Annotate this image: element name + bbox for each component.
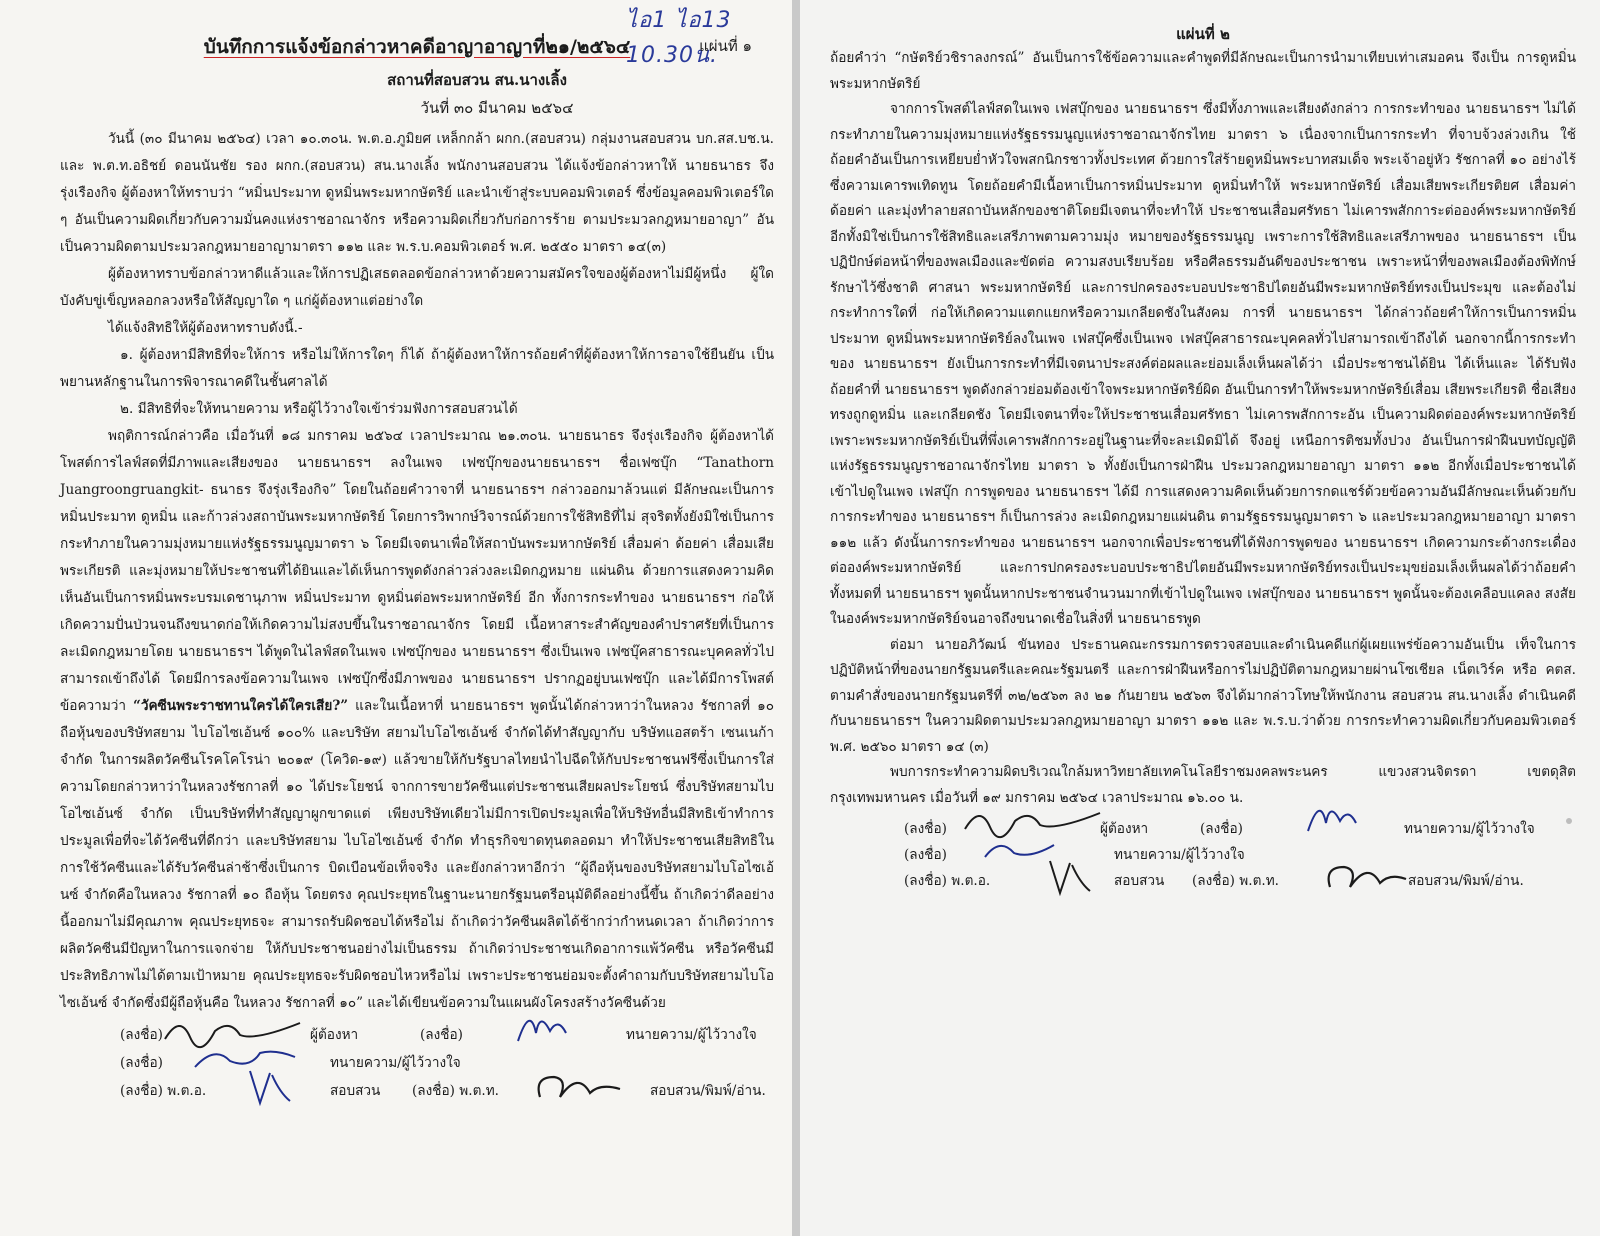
sig-role-typist: สอบสวน/พิมพ์/อ่าน. bbox=[1408, 873, 1524, 889]
paragraph-continuation: ถ้อยคำว่า “กษัตริย์วชิราลงกรณ์” อันเป็นการใช้ข้อความและคำพูดที่มีลักษณะเป็นการนำมาเทียบเท่าเสมอคน จึงเป็น การดูหมิ่นพระมหากษัตริย์ bbox=[830, 50, 1576, 92]
page-gutter bbox=[792, 0, 800, 1236]
sig-role-lawyer: ทนายความ/ผู้ไว้วางใจ bbox=[330, 1055, 461, 1071]
document-page-2 bbox=[800, 0, 1600, 1236]
signature-block-page-2 bbox=[830, 813, 1576, 913]
paragraph-notice: วันนี้ (๓๐ มีนาคม ๒๕๖๔) เวลา ๑๐.๓๐น. พ.ต.อ.ภูมิยศ เหล็กกล้า ผกก.(สอบสวน) กลุ่มงานสอบสวน บก.สส.บช.น. และ พ.ต.ท.อธิชย์ ดอนนันชัย รอง ผกก.(สอบสวน) สน.นางเลิ้ง พนักงานสอบสวน ได้แจ้งข้อกล่าวหาให้ นายธนาธร จึงรุ่งเรืองกิจ ผู้ต้องหาให้ทราบว่า “หมิ่นประมาท ดูหมิ่นพระมหากษัตริย์ และนำเข้าสู่ระบบคอมพิวเตอร์ ซึ่งข้อมูลคอมพิวเตอร์ใด ๆ อันเป็นความผิดเกี่ยวกับความมั่นคงแห่งราชอาณาจักร หรือความผิดเกี่ยวกับก่อการร้าย ตามประมวลกฎหมายอาญา” อันเป็นความผิดตามประมวลกฎหมายอาญามาตรา ๑๑๒ และ พ.ร.บ.คอมพิวเตอร์ พ.ศ. ๒๕๕๐ มาตรา ๑๔(๓) bbox=[60, 131, 774, 255]
sig-label: (ลงชื่อ) bbox=[904, 847, 947, 863]
sig-label: (ลงชื่อ) bbox=[1200, 821, 1243, 837]
sheet-number: แผ่นที่ ๑ bbox=[699, 37, 752, 55]
paragraph-complaint: ต่อมา นายอภิวัฒน์ ขันทอง ประธานคณะกรรมการตรวจสอบและดำเนินคดีแก่ผู้เผยแพร่ข้อความอันเป็น เท็จในการปฏิบัติหน้าที่ของนายกรัฐมนตรีและคณะรัฐมนตรี และการฝ่าฝืนหรือการไม่ปฏิบัติตามกฎหมายผ่านโซเชียล เน็ตเวิร์ค หรือ คตส. ตามคำสั่งของนายกรัฐมนตรีที่ ๓๒/๒๕๖๓ ลง ๒๑ กันยายน ๒๕๖๓ จึงได้มากล่าวโทษให้พนักงาน สอบสวน สน.นางเลิ้ง ดำเนินคดีกับนายธนาธรฯ ในความผิดตามประมวลกฎหมายอาญา มาตรา ๑๑๒ และ พ.ร.บ.ว่าด้วย การกระทำความผิดเกี่ยวกับคอมพิวเตอร์ พ.ศ. ๒๕๖๐ มาตรา ๑๔ (๓) bbox=[830, 636, 1576, 755]
document-page-1 bbox=[0, 0, 792, 1236]
sig-role-investigator: สอบสวน bbox=[1114, 873, 1165, 889]
handwritten-note: ไอ1 ไอ13 10.30น. bbox=[626, 8, 732, 68]
signature-lawyer bbox=[1300, 793, 1360, 839]
sig-label: (ลงชื่อ) bbox=[904, 821, 947, 837]
signature-block-page-1 bbox=[60, 1017, 774, 1107]
sig-label: (ลงชื่อ) bbox=[120, 1027, 163, 1043]
sig-label: (ลงชื่อ) พ.ต.อ. bbox=[904, 873, 991, 889]
sig-label: (ลงชื่อ) bbox=[120, 1055, 163, 1071]
sheet-number: แผ่นที่ ๒ bbox=[1176, 25, 1230, 43]
sig-role-typist: สอบสวน/พิมพ์/อ่าน. bbox=[650, 1083, 766, 1099]
sig-label: (ลงชื่อ) พ.ต.อ. bbox=[120, 1083, 207, 1099]
incident-text-a: พฤติการณ์กล่าวคือ เมื่อวันที่ ๑๘ มกราคม ๒๕๖๔ เวลาประมาณ ๒๑.๓๐น. นายธนาธร จึงรุ่งเรืองกิจ ผู้ต้องหาได้โพสต์การไลฟ์สดที่มีภาพและเสียงของ นายธนาธรฯ ลงในเพจ เฟซบุ๊กของนายธนาธรฯ ชื่อเฟซบุ๊ก “Tanathorn Juangroongruangkit- ธนาธร จึงรุ่งเรืองกิจ” โดยในถ้อยคำวาจาที่ นายธนาธรฯ กล่าวออกมาล้วนแต่ มีลักษณะเป็นการหมิ่นประมาท ดูหมิ่น และก้าวล่วงสถาบันพระมหากษัตริย์ โดยการวิพากษ์วิจารณ์ด้วยการใช้สิทธิที่ไม่ สุจริตทั้งยังมิใช่เป็นการกระทำภายในความมุ่งหมายแห่งรัฐธรรมนูญมาตรา ๖ โดยมีเจตนาเพื่อให้สถาบันพระมหากษัตริย์ เสื่อมค่า ด้อยค่า เสื่อมเสียพระเกียรติ และมุ่งหมายให้ประชาชนที่ได้ยินและได้เห็นการพูดดังกล่าวล่วงละเมิดกฎหมาย แผ่นดิน ด้วยการแสดงความคิดเห็นอันเป็นการหมิ่นพระบรมเดชานุภาพ หมิ่นประมาท ดูหมิ่นต่อพระมหากษัตริย์ อีก ทั้งการกระทำของ นายธนาธรฯ ก่อให้เกิดความปั่นป่วนจนถึงขนาดก่อให้เกิดความไม่สงบขึ้นในราชอาณาจักร โดยมี เนื้อหาสาระสำคัญของคำปราศรัยที่เป็นการละเมิดกฎหมายโดย นายธนาธรฯ ได้พูดในไลฟ์สดในเพจ เฟซบุ๊กของ นายธนาธรฯ ซึ่งเป็นเพจ เฟซบุ๊คสาธารณะบุคคลทั่วไปสามารถเข้าถึงได้ โดยมีการลงข้อความในเพจ เฟซบุ๊กซึ่งมีภาพของ นายธนาธรฯ ปรากฏอยู่บนเฟซบุ๊ก และได้มีการโพสต์ข้อความว่า bbox=[60, 428, 774, 714]
paragraph-denial: ผู้ต้องหาทราบข้อกล่าวหาดีแล้วและให้การปฏิเสธตลอดข้อกล่าวหาด้วยความสมัครใจของผู้ต้องหาไม่มีผู้หนึ่ง ผู้ใดบังคับขู่เข็ญหลอกลวงหรือให้สัญญาใด ๆ แก่ผู้ต้องหาแต่อย่างใด bbox=[60, 266, 774, 309]
paragraph-right-2: ๒. มีสิทธิที่จะให้ทนายความ หรือผู้ไว้วางใจเข้าร่วมฟังการสอบสวนได้ bbox=[120, 401, 518, 417]
signature-typist bbox=[1320, 853, 1410, 897]
sig-label: (ลงชื่อ) พ.ต.ท. bbox=[412, 1083, 499, 1099]
paragraph-analysis: จากการโพสต์ไลฟ์สดในเพจ เฟสบุ๊กของ นายธนาธรฯ ซึ่งมีทั้งภาพและเสียงดังกล่าว การกระทำของ นายธนาธรฯ ไม่ได้กระทำภายในความมุ่งหมายแห่งรัฐธรรมนูญแห่งราชอาณาจักรไทย มาตรา ๖ เนื่องจากเป็นการกระทำ ที่จาบจ้วงล่วงเกิน ใช้ถ้อยคำอันเป็นการเหยียบย่ำหัวใจพสกนิกรชาวทั้งประเทศ ด้วยการใส่ร้ายดูหมิ่นพระบาทสมเด็จ พระเจ้าอยู่หัว รัชกาลที่ ๑๐ อย่างไร้ซึ่งความเคารพเทิดทูน โดยถ้อยคำมีเนื้อหาเป็นการหมิ่นประมาท ดูหมิ่นทำให้ พระมหากษัตริย์ เสื่อมเสียพระเกียรติยศ เสื่อมค่า ด้อยค่า และมุ่งทำลายสถาบันหลักของชาติโดยมีเจตนาที่จะทำให้ ประชาชนเสื่อมศรัทธา ไม่เคารพสักการะต่อองค์พระมหากษัตริย์ อีกทั้งมิใช่เป็นการใช้สิทธิและเสรีภาพตามความมุ่ง หมายของรัฐธรรมนูญ เพราะการใช้สิทธิและเสรีภาพของ นายธนาธรฯ เป็นปฏิปักษ์ต่อหน้าที่ของพลเมืองและขัดต่อ ความสงบเรียบร้อย หรือศีลธรรมอันดีของประชาชน เพราะหน้าที่ของพลเมืองต้องพิทักษ์รักษาไว้ซึ่งชาติ ศาสนา พระมหากษัตริย์ และการปกครองระบอบประชาธิปไตยอันมีพระมหากษัตริย์ทรงเป็นประมุข และต้องไม่กระทำการใดที่ ก่อให้เกิดความแตกแยกหรือความเกลียดชังในสังคม การที่ นายธนาธรฯ ได้กล่าวถ้อยคำให้การเป็นการหมิ่นประมาท ดูหมิ่นพระมหากษัตริย์ลงในเพจ เฟสบุ๊คซึ่งเป็นเพจ เฟสบุ๊คสาธารณะบุคคลทั่วไปสามารถเข้าถึงได้ นอกจากนี้การกระทำ ของ นายธนาธรฯ ยังเป็นการกระทำที่มีเจตนาประสงค์ต่อผลและย่อมเล็งเห็นผลได้ว่า เมื่อประชาชนได้ยิน ได้เห็นและ ได้รับฟังถ้อยคำที่ นายธนาธรฯ พูดดังกล่าวย่อมต้องเข้าใจพระมหากษัตริย์ผิด อันเป็นการทำให้พระมหากษัตริย์เสื่อม เสียพระเกียรติ ชื่อเสียง ทรงถูกดูหมิ่น และเกลียดชัง โดยมีเจตนาที่จะให้ประชาชนเสื่อมศรัทธา ไม่เคารพสักการะอัน เป็นความผิดต่อองค์พระมหากษัตริย์ เพราะพระมหากษัตริย์เป็นที่พึ่งเคารพสักการะอยู่ในฐานะที่จะละเมิดมิได้ จึงอยู่ เหนือการติชมทั้งปวง อันเป็นการฝ่าฝืนบทบัญญัติแห่งรัฐธรรมนูญราชอาณาจักรไทย มาตรา ๖ ทั้งยังเป็นการฝ่าฝืน ประมวลกฎหมายอาญา มาตรา ๑๑๒ อีกทั้งเมื่อประชาชนได้เข้าไปดูในเพจ เฟสบุ๊ก การพูดของ นายธนาธรฯ ได้มี การแสดงความคิดเห็นด้วยการกดแชร์ด้วยข้อความอันมีลักษณะเห็นด้วยกับการกระทำของ นายธนาธรฯ ก็เป็นการล่วง ละเมิดกฎหมายแผ่นดิน ตามรัฐธรรมนูญมาตรา ๖ และประมวลกฎหมายอาญา มาตรา ๑๑๒ แล้ว ดังนั้นการกระทำของ นายธนาธรฯ นอกจากเพื่อประชาชนที่ได้ฟังการพูดของ นายธนาธรฯ เกิดความกระด้างกระเดื่องต่อองค์พระมหากษัตริย์ และการปกครองระบอบประชาธิปไตยอันมีพระมหากษัตริย์ทรงเป็นประมุขย่อมเล็งเห็นผลได้ว่าถ้อยคำทั้งหมดที่ นายธนาธรฯ พูดนั้นหากประชาชนจำนวนมากที่เข้าไปดูในเพจ เฟสบุ๊กของ นายธนาธรฯ พูดนั้นจะต้องเคลือบแคลง สงสัยในองค์พระมหากษัตริย์จนอาจถึงขนาดเชื่อในสิ่งที่ นายธนาธรพูด bbox=[830, 101, 1576, 627]
sig-role-lawyer: ทนายความ/ผู้ไว้วางใจ bbox=[1404, 821, 1535, 837]
sig-role-suspect: ผู้ต้องหา bbox=[310, 1027, 359, 1043]
sig-label: (ลงชื่อ) bbox=[420, 1027, 463, 1043]
punch-hole bbox=[1566, 818, 1572, 824]
signature-lawyer bbox=[510, 1003, 570, 1049]
title-text: บันทึกการแจ้งข้อกล่าวหาคดีอาญาอาญาที่๒๑/๒๕๖๔ bbox=[203, 36, 631, 58]
signature-investigator bbox=[240, 1063, 300, 1107]
incident-text-b: และในเนื้อหาที่ นายธนาธรฯ พูดนั้นได้กล่าวหาว่าในหลวง รัชกาลที่ ๑๐ ถือหุ้นของบริษัทสยาม ไบโอไซเอ้นซ์ ๑๐๐% และบริษัท สยามไบโอไซเอ้นซ์ จำกัดได้ทำสัญญากับ บริษัทแอสตร้า เซนเนก้า จำกัด ในการผลิตวัคซีนโรคโคโรน่า ๒๐๑๙ (โควิด-๑๙) แล้วขายให้กับรัฐบาลไทยนำไปฉีดให้กับประชาชนฟรีซึ่งเป็นการใส่ความโดยกล่าวหาว่าในหลวงรัชกาลที่ ๑๐ ได้ประโยชน์ จากการขายวัคซีนแต่ประชาชนเสียผลประโยชน์ ซึ่งบริษัทสยามไบโอไซเอ้นซ์ จำกัด เป็นบริษัทที่ทำสัญญาผูกขาดแต่ เพียงบริษัทเดียวไม่มีการเปิดประมูลเพื่อให้บริษัทอื่นมีสิทธิเข้าทำการประมูลเพื่อที่จะได้วัคซีนที่ดีกว่า และบริษัทสยาม ไบโอไซเอ้นซ์ จำกัด ทำธุรกิจขาดทุนตลอดมา ทำให้ประชาชนเสียสิทธิในการใช้วัคซีนและได้รับวัคซีนล่าช้าซึ่งเป็นการ บิดเบือนข้อเท็จจริง และยังกล่าวหาอีกว่า “ผู้ถือหุ้นของบริษัทสยามไบโอไซเอ้นซ์ จำกัดคือในหลวง รัชกาลที่ ๑๐ ถือหุ้น โดยตรง คุณประยุทธในฐานะนายกรัฐมนตรีอนุมัติดีลอย่างนี้ขึ้น ถ้าเกิดว่าดีลอย่างนี้ออกมาไม่มีคุณภาพ คุณประยุทธจะ สามารถรับผิดชอบได้หรือไม่ ถ้าเกิดว่าวัคซีนผลิตได้ช้ากว่ากำหนดเวลา ถ้าเกิดว่าการผลิตวัคซีนมีปัญหาในการแจกจ่าย ให้กับประชาชนอย่างไม่เป็นธรรม ถ้าเกิดว่าประชาชนเกิดอาการแพ้วัคซีน หรือวัคซีนมีประสิทธิภาพไม่ได้ตามเป้าหมาย คุณประยุทธจะรับผิดชอบไหวหรือไม่ เพราะประชาชนย่อมจะตั้งคำถามกับบริษัทสยามไบโอไซเอ้นซ์ จำกัดซึ่งมีผู้ถือหุ้นคือ ในหลวง รัชกาลที่ ๑๐” และได้เขียนข้อความในแผนผังโครงสร้างวัคซีนด้วย bbox=[60, 698, 774, 1011]
sig-role-lawyer: ทนายความ/ผู้ไว้วางใจ bbox=[1114, 847, 1245, 863]
document-date: วันที่ ๓๐ มีนาคม ๒๕๖๔ bbox=[420, 99, 574, 117]
sig-role-lawyer: ทนายความ/ผู้ไว้วางใจ bbox=[626, 1027, 757, 1043]
document-title bbox=[60, 32, 774, 62]
signature-investigator bbox=[1040, 853, 1100, 897]
sig-label: (ลงชื่อ) พ.ต.ท. bbox=[1192, 873, 1279, 889]
sig-role-investigator: สอบสวน bbox=[330, 1083, 381, 1099]
signature-typist bbox=[530, 1063, 640, 1107]
investigation-place: สถานที่สอบสวน สน.นางเลิ้ง bbox=[387, 71, 567, 89]
sig-role-suspect: ผู้ต้องหา bbox=[1100, 821, 1149, 837]
paragraph-right-1: ๑. ผู้ต้องหามีสิทธิที่จะให้การ หรือไม่ให้การใดๆ ก็ได้ ถ้าผู้ต้องหาให้การถ้อยคำที่ผู้ต้องหาให้การอาจใช้ยืนยัน เป็นพยานหลักฐานในการพิจารณาคดีในชั้นศาลได้ bbox=[60, 347, 774, 390]
paragraph-incident bbox=[60, 423, 774, 1017]
paragraph-location: พบการกระทำความผิดบริเวณใกล้มหาวิทยาลัยเทคโนโลยีราชมงคลพระนคร แขวงสวนจิตรดา เขตดุสิต กรุงเทพมหานคร เมื่อวันที่ ๑๙ มกราคม ๒๕๖๔ เวลาประมาณ ๑๖.๐๐ น. bbox=[830, 764, 1576, 806]
incident-quote: “วัคซีนพระราชทานใครได้ใครเสีย?” bbox=[133, 698, 349, 714]
paragraph-rights-intro: ได้แจ้งสิทธิให้ผู้ต้องหาทราบดังนี้.- bbox=[108, 320, 303, 336]
